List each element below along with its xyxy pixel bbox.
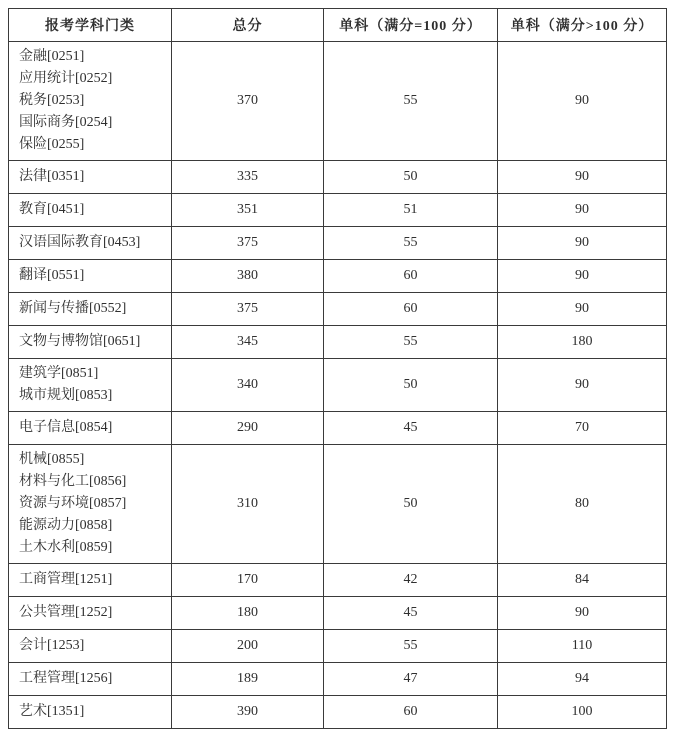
- subject-label: 工商管理[1251]: [19, 572, 113, 587]
- table-header: [9, 9, 667, 42]
- total-score-cell: 375: [172, 293, 324, 326]
- total-score-cell: 375: [172, 227, 324, 260]
- single-100-cell: 50: [324, 359, 498, 412]
- single-over-100-cell: 180: [498, 326, 667, 359]
- single-100-cell: 47: [324, 663, 498, 696]
- table-row: [9, 293, 667, 326]
- single-100-cell: 55: [324, 42, 498, 161]
- table-row: [9, 42, 667, 161]
- subject-cell: [9, 161, 172, 194]
- total-score-cell: 390: [172, 696, 324, 729]
- single-over-100-cell: 90: [498, 359, 667, 412]
- header-total-score: 总分: [172, 9, 324, 42]
- table-row: [9, 663, 667, 696]
- table-row: [9, 359, 667, 412]
- subject-label: 法律[0351]: [19, 169, 85, 184]
- single-over-100-cell: 80: [498, 445, 667, 564]
- header-single-subject-over-100: 单科（满分>100 分）: [498, 9, 667, 42]
- subject-label: 新闻与传播[0552]: [19, 301, 127, 316]
- single-over-100-cell: 100: [498, 696, 667, 729]
- subject-label: 文物与博物馆[0651]: [19, 334, 141, 349]
- single-100-cell: 50: [324, 445, 498, 564]
- total-score-cell: 290: [172, 412, 324, 445]
- total-score-cell: 335: [172, 161, 324, 194]
- total-score-cell: 170: [172, 564, 324, 597]
- subject-cell: [9, 445, 172, 564]
- total-score-cell: 189: [172, 663, 324, 696]
- subject-label: 教育[0451]: [19, 202, 85, 217]
- single-over-100-cell: 90: [498, 42, 667, 161]
- total-score-cell: 200: [172, 630, 324, 663]
- table-body: [9, 42, 667, 729]
- subject-label: 税务[0253]: [19, 93, 85, 108]
- subject-label: 艺术[1351]: [19, 704, 85, 719]
- total-score-cell: 180: [172, 597, 324, 630]
- total-score-cell: 351: [172, 194, 324, 227]
- single-100-cell: 55: [324, 630, 498, 663]
- total-score-cell: 380: [172, 260, 324, 293]
- single-over-100-cell: 90: [498, 260, 667, 293]
- total-score-cell: 370: [172, 42, 324, 161]
- single-100-cell: 55: [324, 326, 498, 359]
- subject-cell: [9, 412, 172, 445]
- table-row: [9, 564, 667, 597]
- single-over-100-cell: 90: [498, 293, 667, 326]
- subject-label: 汉语国际教育[0453]: [19, 235, 141, 250]
- single-over-100-cell: 90: [498, 597, 667, 630]
- subject-label: 翻译[0551]: [19, 268, 85, 283]
- subject-cell: [9, 359, 172, 412]
- table-row: [9, 597, 667, 630]
- subject-label: 建筑学[0851]: [19, 366, 99, 381]
- total-score-cell: 310: [172, 445, 324, 564]
- subject-cell: [9, 630, 172, 663]
- table-row: [9, 260, 667, 293]
- subject-cell: [9, 663, 172, 696]
- single-100-cell: 51: [324, 194, 498, 227]
- subject-label: 公共管理[1252]: [19, 605, 113, 620]
- total-score-cell: 340: [172, 359, 324, 412]
- header-single-subject-100: 单科（满分=100 分）: [324, 9, 498, 42]
- single-100-cell: 50: [324, 161, 498, 194]
- subject-label: 保险[0255]: [19, 137, 85, 152]
- header-subject-category: 报考学科门类: [9, 9, 172, 42]
- table-row: [9, 630, 667, 663]
- single-over-100-cell: 110: [498, 630, 667, 663]
- table-row: [9, 161, 667, 194]
- table-row: [9, 412, 667, 445]
- single-100-cell: 42: [324, 564, 498, 597]
- subject-label: 能源动力[0858]: [19, 518, 113, 533]
- single-over-100-cell: 94: [498, 663, 667, 696]
- header-row: [9, 9, 667, 42]
- subject-cell: [9, 326, 172, 359]
- subject-label: 国际商务[0254]: [19, 115, 113, 130]
- subject-cell: [9, 564, 172, 597]
- subject-label: 城市规划[0853]: [19, 388, 113, 403]
- subject-label: 应用统计[0252]: [19, 71, 113, 86]
- single-100-cell: 60: [324, 293, 498, 326]
- subject-label: 土木水利[0859]: [19, 540, 113, 555]
- single-100-cell: 60: [324, 260, 498, 293]
- subject-label: 会计[1253]: [19, 638, 85, 653]
- subject-label: 机械[0855]: [19, 452, 85, 467]
- table-row: [9, 227, 667, 260]
- subject-cell: [9, 260, 172, 293]
- subject-cell: [9, 42, 172, 161]
- subject-label: 工程管理[1256]: [19, 671, 113, 686]
- table-row: [9, 194, 667, 227]
- single-over-100-cell: 84: [498, 564, 667, 597]
- subject-label: 材料与化工[0856]: [19, 474, 127, 489]
- subject-label: 电子信息[0854]: [19, 420, 113, 435]
- table-row: [9, 445, 667, 564]
- subject-label: 资源与环境[0857]: [19, 496, 127, 511]
- table-row: [9, 696, 667, 729]
- subject-cell: [9, 194, 172, 227]
- single-100-cell: 45: [324, 597, 498, 630]
- single-100-cell: 55: [324, 227, 498, 260]
- single-100-cell: 45: [324, 412, 498, 445]
- table-row: [9, 326, 667, 359]
- total-score-cell: 345: [172, 326, 324, 359]
- single-over-100-cell: 90: [498, 161, 667, 194]
- single-over-100-cell: 90: [498, 194, 667, 227]
- subject-label: 金融[0251]: [19, 49, 85, 64]
- admission-score-table: [8, 8, 667, 729]
- subject-cell: [9, 293, 172, 326]
- single-over-100-cell: 90: [498, 227, 667, 260]
- single-over-100-cell: 70: [498, 412, 667, 445]
- subject-cell: [9, 696, 172, 729]
- subject-cell: [9, 227, 172, 260]
- subject-cell: [9, 597, 172, 630]
- single-100-cell: 60: [324, 696, 498, 729]
